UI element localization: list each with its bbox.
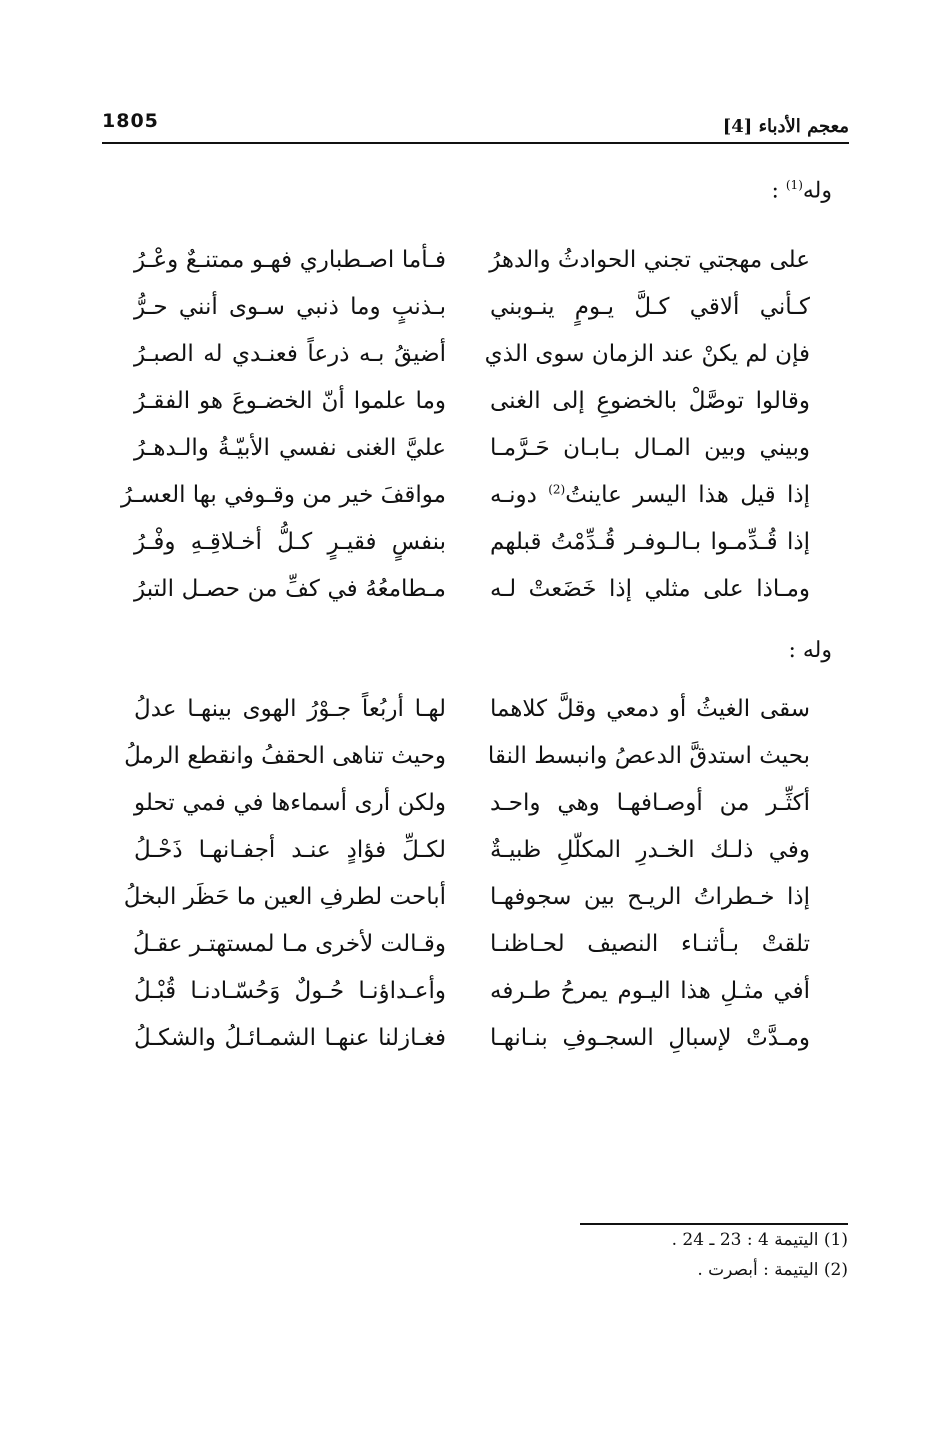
verse-hemistich-right: على مهجتي تجني الحوادثُ والدهرُ bbox=[489, 247, 810, 273]
footnote-ref-1: (1) bbox=[785, 178, 803, 192]
verse-hemistich-left: مواقفَ خير من وقـوفي بها العسـرُ bbox=[121, 482, 446, 508]
verse-hemistich-right: وبيني وبين المـال بـابـان حَـرَّمـا bbox=[490, 435, 810, 461]
verse-hemistich-left: وما علموا أنّ الخضـوعَ هو الفقـرُ bbox=[134, 388, 446, 414]
verse-hemistich-left: فـأما اصـطباري فهـو ممتنـعٌ وعْـرُ bbox=[134, 247, 446, 273]
verse-text-suffix: دونـه bbox=[490, 482, 549, 508]
verse-hemistich-right: ومـدَّتْ لإسبالِ السجـوفِ بنـانهـا bbox=[490, 1025, 810, 1051]
verse-hemistich-left: ولكن أرى أسماءها في فمي تحلو bbox=[134, 790, 446, 816]
verse-hemistich-right: وقالوا توصَّلْ بالخضوعِ إلى الغنى bbox=[490, 388, 810, 414]
verse-hemistich-right: تلقتْ بـأثنـاء النصيف لحـاظنـا bbox=[490, 931, 810, 957]
verse-hemistich-left: بنفسٍ فقيـرٍ كـلُّ أخـلاقِـهِ وفْـرُ bbox=[134, 529, 446, 555]
verse-hemistich-left: وحيث تناهى الحقفُ وانقطع الرملُ bbox=[124, 743, 446, 769]
verse-hemistich-right: فإن لم يكنْ عند الزمان سوى الذي bbox=[484, 341, 810, 367]
verse-hemistich-right: أفي مثـلِ هذا اليـوم يمرحُ طـرفه bbox=[490, 978, 810, 1004]
verse-hemistich-left: فغـازلنا عنهـا الشمـائـلُ والشكـلُ bbox=[134, 1025, 446, 1051]
footnote-rule bbox=[580, 1223, 848, 1225]
section1-intro-suffix: : bbox=[771, 178, 786, 204]
header-rule bbox=[102, 142, 849, 144]
verse-hemistich-right: بحيث استدقَّ الدعصُ وانبسط النقا bbox=[487, 743, 810, 769]
verse-hemistich-right: كـأني ألاقي كـلَّ يـومٍ ينـوبني bbox=[490, 294, 810, 320]
verse-hemistich-left: وأعـداؤنـا حُـولٌ وَحُسّـادنـا قُبْـلُ bbox=[134, 978, 446, 1004]
section2-intro: وله : bbox=[788, 638, 832, 663]
verse-hemistich-left: عليَّ الغنى نفسي الأبيّـةُ والـدهـرُ bbox=[134, 435, 446, 461]
book-title: معجم الأدباء [4] bbox=[722, 116, 849, 137]
verse-hemistich-left: وقـالت لأخرى مـا لمستهتـر عقـلُ bbox=[132, 931, 446, 957]
section1-intro bbox=[771, 178, 832, 203]
verse-hemistich-right: ومـاذا على مثلي إذا خَضَعتْ لـه bbox=[490, 576, 810, 602]
verse-hemistich-left: أضيقُ بـه ذرعاً فعنـدي له الصبـرُ bbox=[134, 341, 446, 367]
verse-hemistich-right: سقى الغيثُ أو دمعي وقلَّ كلاهما bbox=[490, 696, 810, 722]
page-number: 1805 bbox=[102, 110, 159, 132]
footnote-2: (2) اليتيمة : أبصرت . bbox=[697, 1260, 848, 1280]
footnote-1: (1) اليتيمة 4 : 23 ـ 24 . bbox=[671, 1230, 848, 1250]
verse-hemistich-left: لكـلِّ فؤادٍ عنـد أجفـانهـا ذَحْـلُ bbox=[134, 837, 446, 863]
verse-hemistich-right: إذا قُـدِّمـوا بـالـوفـر قُـدِّمْتُ قبلهم bbox=[490, 529, 810, 555]
page-header bbox=[102, 106, 849, 142]
verse-hemistich-left: مـطامعُهُ في كفِّ من حصـل التبرُ bbox=[134, 576, 446, 602]
footnote-ref-2: (2) bbox=[548, 482, 566, 497]
verse-hemistich-right: وفي ذلـك الخـدرِ المكلّلِ ظبيـةٌ bbox=[490, 837, 810, 863]
verse-hemistich-left: بـذنبٍ وما ذنبي سـوى أنني حـرُّ bbox=[134, 294, 446, 320]
verse-hemistich-right-with-note bbox=[490, 471, 810, 519]
verse-hemistich-left: لهـا أربُعاً جـوْرُ الهوى بينهـا عدلُ bbox=[134, 696, 446, 722]
verse-text: إذا قيل هذا اليسر عاينتُ bbox=[565, 482, 810, 508]
verse-hemistich-left: أباحت لطرفِ العين ما حَظَر البخلُ bbox=[123, 884, 446, 910]
section1-intro-text: وله bbox=[802, 178, 832, 204]
verse-hemistich-right: أكثِّـر من أوصـافهـا وهي واحـد bbox=[490, 790, 810, 816]
verse-hemistich-right: إذا خـطراتُ الريـح بين سجوفهـا bbox=[490, 884, 810, 910]
